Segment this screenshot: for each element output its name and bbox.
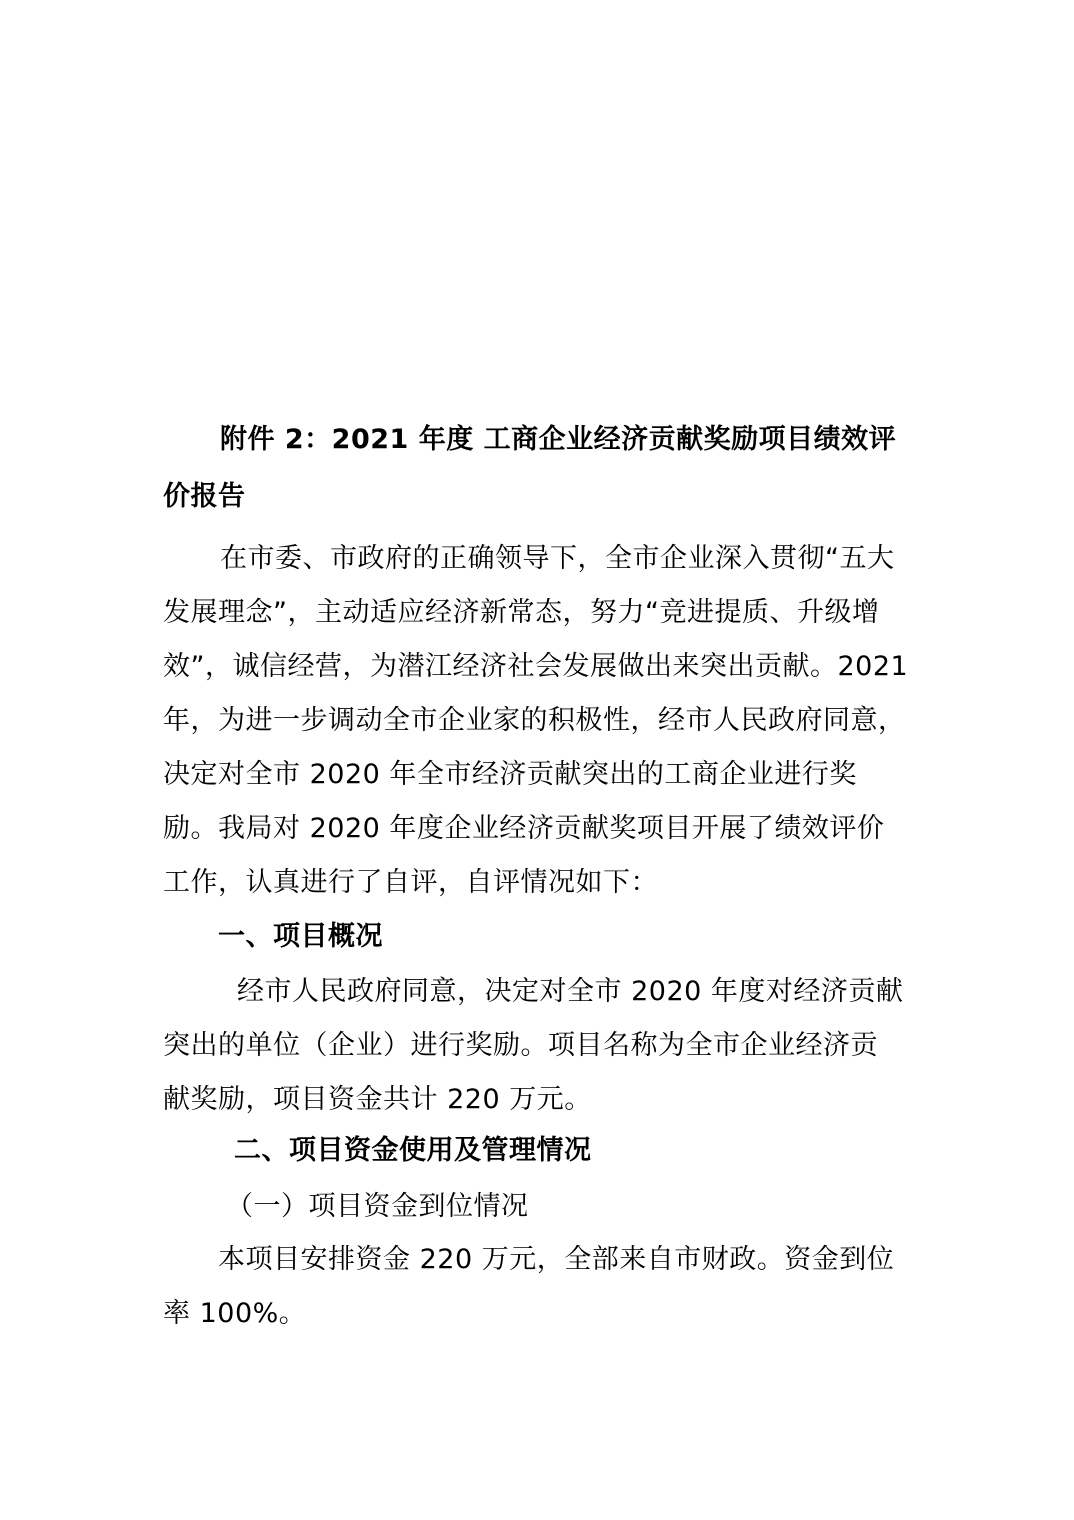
intro-paragraph-line-2: 发展理念”，主动适应经济新常态，努力“竞进提质、升级增 bbox=[163, 597, 880, 628]
section-1-body-line-1: 经市人民政府同意，决定对全市 2020 年度对经济贡献 bbox=[237, 976, 904, 1007]
subsection-1-body-line-1: 本项目安排资金 220 万元，全部来自市财政。资金到位 bbox=[218, 1244, 895, 1275]
intro-paragraph-line-1: 在市委、市政府的正确领导下，全市企业深入贯彻“五大 bbox=[220, 543, 895, 574]
intro-paragraph-line-5: 决定对全市 2020 年全市经济贡献突出的工商企业进行奖 bbox=[163, 759, 857, 790]
section-1-body-line-2: 突出的单位（企业）进行奖励。项目名称为全市企业经济贡 bbox=[163, 1030, 878, 1061]
intro-paragraph-line-3: 效”，诚信经营，为潜江经济社会发展做出来突出贡献。2021 bbox=[163, 651, 909, 682]
section-1-heading: 一、项目概况 bbox=[218, 921, 383, 952]
subsection-1-heading: （一）项目资金到位情况 bbox=[226, 1191, 529, 1222]
intro-paragraph-line-6: 励。我局对 2020 年度企业经济贡献奖项目开展了绩效评价 bbox=[163, 813, 885, 844]
section-1-body-line-3: 献奖励，项目资金共计 220 万元。 bbox=[163, 1084, 592, 1115]
subsection-1-body-line-2: 率 100%。 bbox=[163, 1298, 307, 1329]
section-2-heading: 二、项目资金使用及管理情况 bbox=[234, 1135, 592, 1166]
document-title-line-2: 价报告 bbox=[163, 481, 246, 512]
document-title-line-1: 附件 2：2021 年度 工商企业经济贡献奖励项目绩效评 bbox=[220, 424, 897, 455]
intro-paragraph-line-4: 年，为进一步调动全市企业家的积极性，经市人民政府同意， bbox=[163, 705, 906, 736]
intro-paragraph-line-7: 工作，认真进行了自评，自评情况如下： bbox=[163, 867, 658, 898]
